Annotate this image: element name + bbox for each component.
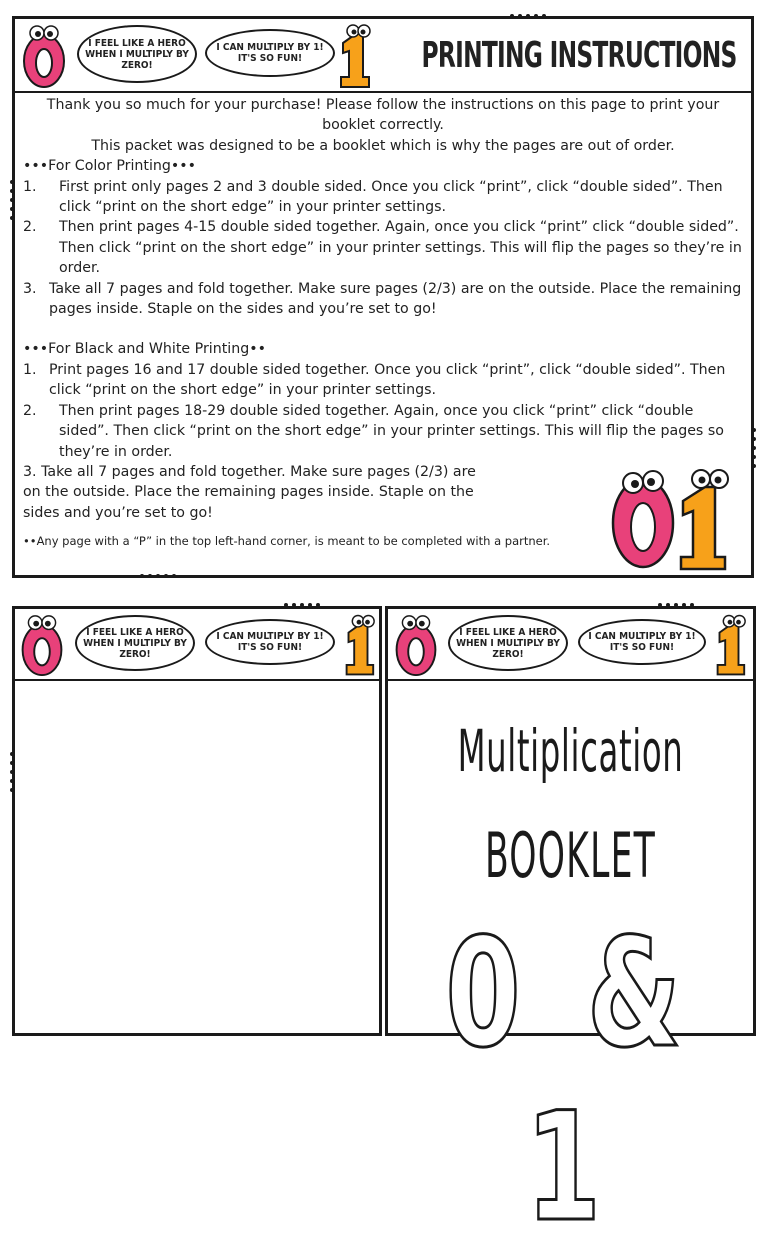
bw-step-1: 1. Print pages 16 and 17 double sided together. Once you click “print”, click “double sided”. Then click “print on the short edge” in your printer settings. (23, 361, 726, 399)
speech-bubble-one: I CAN MULTIPLY BY 1! IT'S SO FUN! (205, 29, 335, 77)
intro-line-2: This packet was designed to be a booklet which is why the pages are out of order. (91, 137, 675, 154)
bw-step-2: 2. Then print pages 18-29 double sided together. Again, once you click “print” click “double sided”. Then click “print on the short edge” in your printer settings. This will flip the pages so they’re in order. (23, 402, 724, 460)
color-heading: •••For Color Printing••• (23, 158, 197, 175)
zero-character-icon (20, 21, 68, 89)
bw-step-3: 3. Take all 7 pages and fold together. Make sure pages (2/3) are on the outside. Place the remaining pages inside. Staple on the sides and you’re set to go! (23, 463, 476, 521)
cover-page (385, 606, 756, 1255)
speech-bubble-zero: I FEEL LIKE A HERO WHEN I MULTIPLY BY ZERO! (448, 615, 568, 671)
speech-bubble-one: I CAN MULTIPLY BY 1! IT'S SO FUN! (578, 619, 706, 665)
page-header (15, 19, 751, 93)
decor-dots (10, 180, 14, 220)
zero-one-mascots-icon (605, 461, 735, 571)
partner-note: ••Any page with a “P” in the top left-hand corner, is meant to be completed with a partner. (23, 534, 551, 549)
speech-bubble-one: I CAN MULTIPLY BY 1! IT'S SO FUN! (205, 619, 335, 665)
color-step-3: 3. Take all 7 pages and fold together. Make sure pages (2/3) are on the outside. Place the remaining pages inside. Staple on the sides and you’re set to go! (23, 280, 742, 318)
one-character-icon (710, 611, 748, 677)
one-character-icon (333, 21, 373, 89)
decor-dots (658, 603, 694, 607)
zero-character-icon (18, 611, 66, 677)
one-character-icon (339, 611, 377, 677)
decor-dots (10, 752, 14, 792)
color-step-2: 2. Then print pages 4-15 double sided together. Again, once you click “print” click “double sided”. Then click “print on the short edge” in your printer settings. This will flip the pages so they’re in order. (23, 219, 742, 277)
cover-title: Multiplication (457, 717, 684, 785)
instructions-page (12, 16, 754, 578)
decor-dots (140, 574, 176, 578)
zero-character-icon (392, 611, 440, 677)
cover-subtitle: BOOKLET (484, 819, 657, 892)
speech-bubble-zero: I FEEL LIKE A HERO WHEN I MULTIPLY BY ZERO! (77, 25, 197, 83)
page-header (388, 609, 753, 681)
cover-numbers: 0 & 1 (445, 907, 696, 1255)
decor-dots (752, 428, 756, 468)
speech-bubble-zero: I FEEL LIKE A HERO WHEN I MULTIPLY BY ZERO! (75, 615, 195, 671)
page-title: PRINTING INSTRUCTIONS (421, 35, 737, 76)
page-header (15, 609, 379, 681)
intro-line-1: Thank you so much for your purchase! Please follow the instructions on this page to print your booklet correctly. (46, 97, 720, 134)
blank-page (12, 606, 382, 1036)
color-step-1: 1. First print only pages 2 and 3 double sided. Once you click “print”, click “double sided”. Then click “print on the short edge” in your printer settings. (23, 178, 723, 216)
decor-dots (284, 603, 320, 607)
bw-heading: •••For Black and White Printing•• (23, 341, 266, 358)
decor-dots (510, 14, 546, 18)
